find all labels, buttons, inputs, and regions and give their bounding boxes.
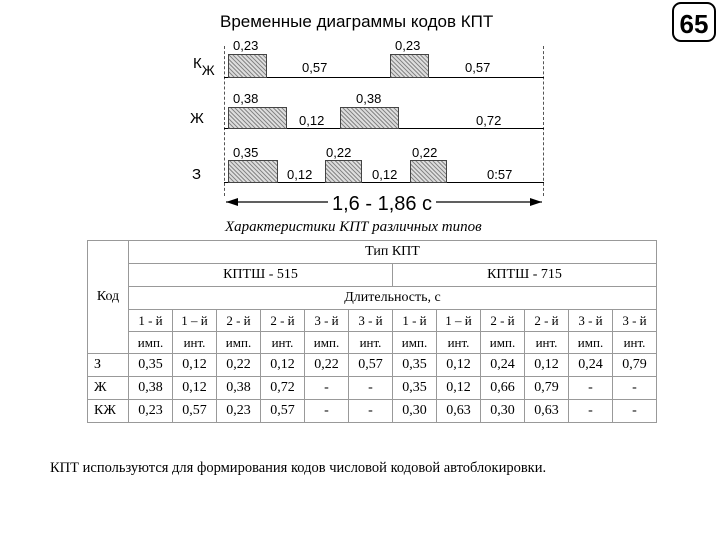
sub-header: инт. [261, 332, 305, 354]
table-cell: 0,63 [525, 400, 569, 423]
pulse [390, 54, 429, 78]
duration-label: 0,57 [302, 60, 328, 75]
pulse [228, 160, 278, 183]
table-cell: 0,30 [481, 400, 525, 423]
table-cell: - [569, 400, 613, 423]
table-cell: - [349, 377, 393, 400]
table-cell: 0,57 [173, 400, 217, 423]
table-cell: 0,12 [437, 354, 481, 377]
sub-header: 2 - й [217, 310, 261, 332]
table-cell: 0,24 [569, 354, 613, 377]
duration-header: Длительность, с [129, 287, 657, 310]
type-header: Тип КПТ [129, 241, 657, 264]
table-row [88, 354, 657, 377]
table-cell: 0,35 [129, 354, 173, 377]
pulse [340, 107, 399, 129]
table-cell: - [349, 400, 393, 423]
type-kptsh-515: КПТШ - 515 [129, 264, 393, 287]
table-row [88, 400, 657, 423]
code-z-label: З [192, 166, 202, 183]
kpt-table [87, 240, 657, 423]
table-cell: - [305, 377, 349, 400]
duration-label: 0,23 [233, 38, 259, 53]
sub-header: 3 - й [613, 310, 657, 332]
table-cell: 0,12 [261, 354, 305, 377]
pulse [228, 107, 287, 129]
period-start-line [224, 46, 225, 196]
duration-label: 0,12 [299, 113, 325, 128]
sub-header: имп. [569, 332, 613, 354]
table-cell: - [613, 377, 657, 400]
duration-label: 0:57 [487, 167, 513, 182]
table-cell: 0,72 [261, 377, 305, 400]
duration-label: 0,12 [372, 167, 398, 182]
duration-label: 0,57 [465, 60, 491, 75]
table-cell: 0,24 [481, 354, 525, 377]
table-cell: 0,38 [129, 377, 173, 400]
sub-header: 1 – й [437, 310, 481, 332]
diagram-title: Временные диаграммы кодов КПТ [220, 12, 494, 31]
sub-header: имп. [217, 332, 261, 354]
sub-header: инт. [173, 332, 217, 354]
table-cell: 0,22 [305, 354, 349, 377]
baseline-kzh [224, 77, 544, 78]
table-cell: 0,57 [349, 354, 393, 377]
table-cell: 0,23 [217, 400, 261, 423]
table-cell: 0,22 [217, 354, 261, 377]
sub-header: 3 - й [349, 310, 393, 332]
sub-header: 1 - й [393, 310, 437, 332]
table-cell: 0,79 [613, 354, 657, 377]
table-cell: - [569, 377, 613, 400]
table-title: Характеристики КПТ различных типов [225, 219, 482, 235]
duration-label: 0,23 [395, 38, 421, 53]
sub-header: имп. [129, 332, 173, 354]
footer-note: КПТ используются для формирования кодов числовой кодовой автоблокировки. [50, 460, 547, 476]
table-cell: 0,35 [393, 377, 437, 400]
table-cell: 0,30 [393, 400, 437, 423]
period-label: 1,6 - 1,86 с [328, 193, 436, 216]
duration-label: 0,72 [476, 113, 502, 128]
code-header: Код [88, 241, 129, 354]
duration-label: 0,35 [233, 145, 259, 160]
sub-header: инт. [525, 332, 569, 354]
sub-header: 2 - й [481, 310, 525, 332]
row-code: З [88, 354, 129, 377]
table-cell: - [613, 400, 657, 423]
pulse [325, 160, 362, 183]
table-cell: 0,12 [525, 354, 569, 377]
duration-label: 0,38 [233, 91, 259, 106]
sub-header: имп. [305, 332, 349, 354]
table-row [88, 377, 657, 400]
duration-label: 0,12 [287, 167, 313, 182]
sub-header: 3 - й [569, 310, 613, 332]
sub-header: инт. [437, 332, 481, 354]
table-cell: 0,79 [525, 377, 569, 400]
duration-label: 0,22 [412, 145, 438, 160]
table-cell: 0,57 [261, 400, 305, 423]
period-end-line [543, 46, 544, 196]
table-cell: 0,12 [173, 377, 217, 400]
sub-header: 3 - й [305, 310, 349, 332]
sub-header: инт. [613, 332, 657, 354]
table-cell: 0,66 [481, 377, 525, 400]
type-kptsh-715: КПТШ - 715 [393, 264, 657, 287]
row-code: Ж [88, 377, 129, 400]
page-number: 65 [672, 2, 716, 42]
sub-header: имп. [481, 332, 525, 354]
table-cell: 0,12 [437, 377, 481, 400]
row-code: КЖ [88, 400, 129, 423]
table-cell: 0,35 [393, 354, 437, 377]
sub-header: 1 – й [173, 310, 217, 332]
code-kzh-label: КЖ [193, 55, 215, 78]
table-cell: 0,12 [173, 354, 217, 377]
table-cell: - [305, 400, 349, 423]
code-zh-label: Ж [190, 110, 204, 127]
sub-header: 2 - й [525, 310, 569, 332]
sub-header: инт. [349, 332, 393, 354]
duration-label: 0,38 [356, 91, 382, 106]
table-cell: 0,63 [437, 400, 481, 423]
pulse [410, 160, 447, 183]
duration-label: 0,22 [326, 145, 352, 160]
sub-header: имп. [393, 332, 437, 354]
table-cell: 0,23 [129, 400, 173, 423]
timing-diagram [0, 0, 720, 215]
sub-header: 1 - й [129, 310, 173, 332]
sub-header: 2 - й [261, 310, 305, 332]
table-cell: 0,38 [217, 377, 261, 400]
pulse [228, 54, 267, 78]
